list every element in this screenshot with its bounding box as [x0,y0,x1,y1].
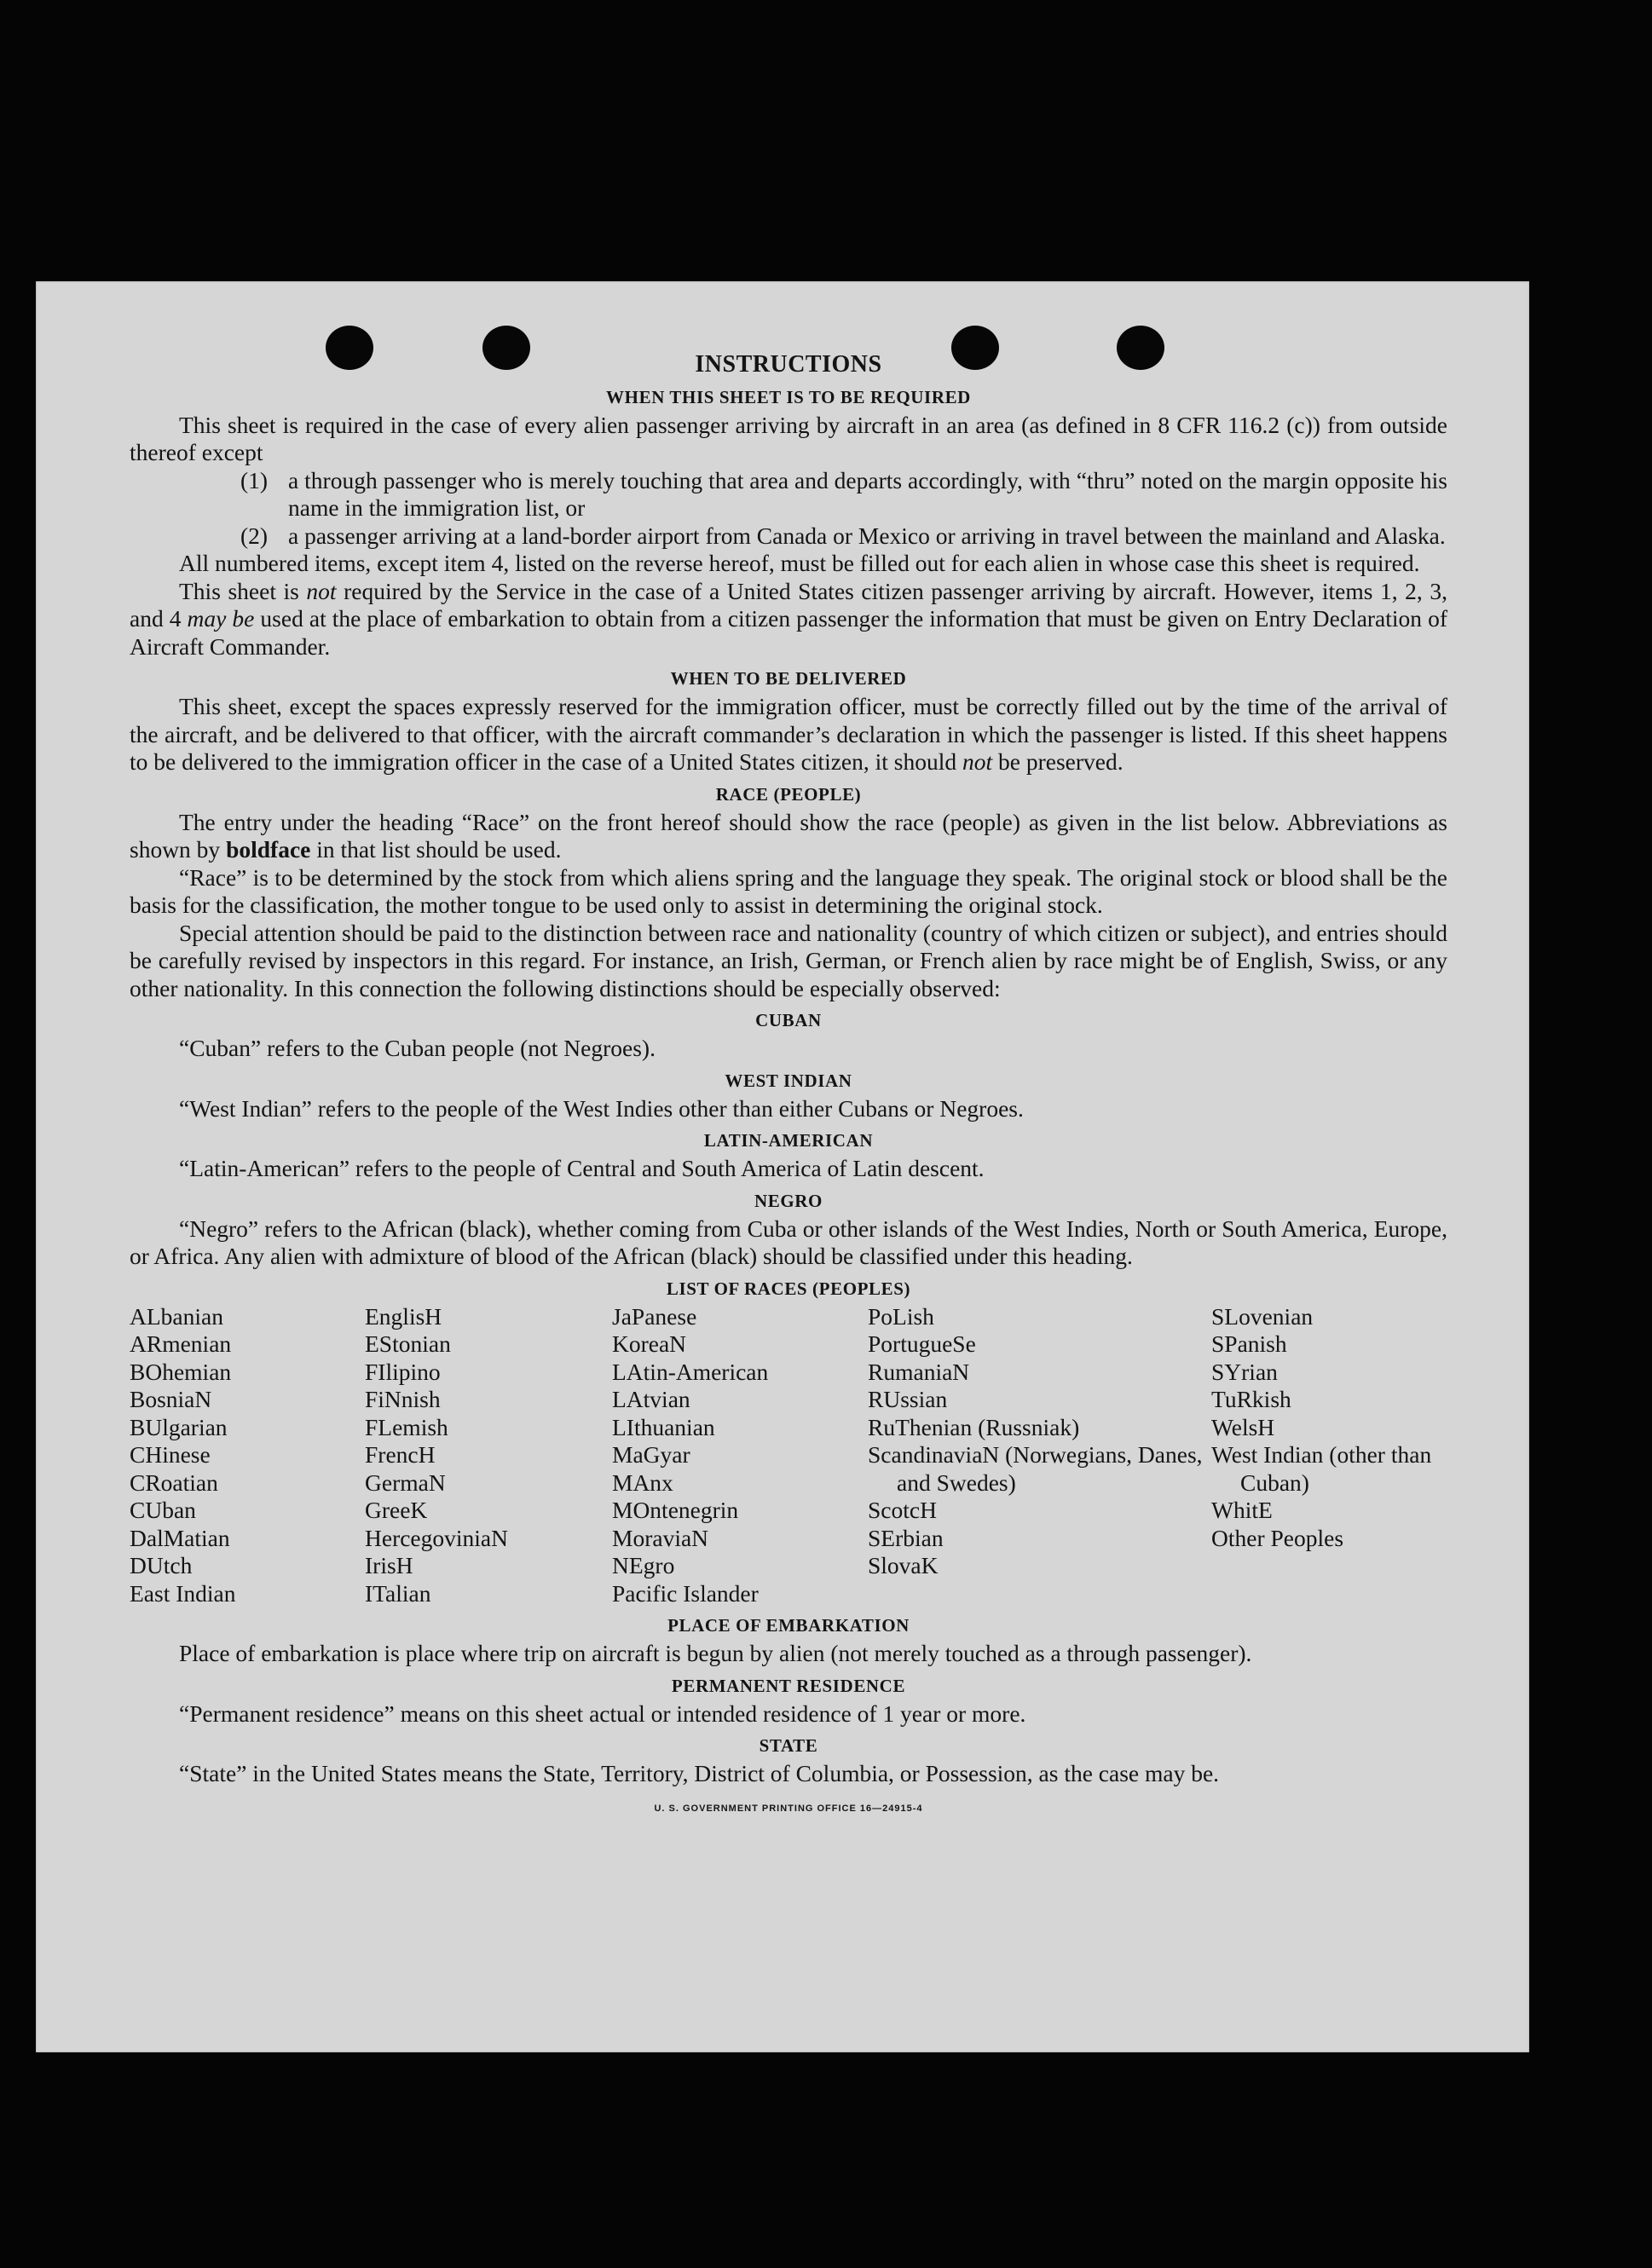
race-entry: TuRkish [1211,1386,1291,1412]
race-column [868,1303,1211,1608]
race-entry: BOhemian [130,1358,232,1385]
item-text: a through passenger who is merely touching that area and departs accordingly, with “thru” noted on the margin opposite his name in the immigration list, or [288,466,1447,521]
paragraph: Place of embarkation is place where trip on aircraft is begun by alien (not merely touched as a through passenger). [179,1640,1252,1666]
text-run: required by the Service in the case of a United States citizen passenger arriving by aircraft. However, items 1, 2, 3, and 4 [130,577,1447,632]
race-entry: EnglisH [365,1302,442,1330]
race-entry: HercegoviniaN [365,1524,508,1551]
race-column [365,1303,612,1608]
race-list [130,1303,1447,1608]
paragraph: “Cuban” refers to the Cuban people (not Negroes). [179,1035,656,1061]
instructions-content [130,351,1447,1822]
item-number: (2) [240,522,269,549]
paragraph: “Race” is to be determined by the stock from which aliens spring and the language they speak. The original stock or blood shall be the basis for the classification, the mother tongue to be used only to assist in determining the original stock. [130,863,1447,918]
exception-item [130,467,1447,522]
paragraph: Special attention should be paid to the distinction between race and nationality (country of which citizen or subject), and entries should be carefully revised by inspectors in this regard. For instance, an Irish, German, or French alien by race might be of English, Swiss, or any other nationality. In this connection the following distinctions should be especially observed: [130,919,1447,1001]
race-entry: FLemish [365,1413,448,1440]
race-entry: West Indian (other than Cuban) [1211,1441,1432,1496]
race-entry: WhitE [1211,1497,1273,1523]
race-entry: RuThenian (Russniak) [868,1413,1080,1440]
heading-residence: PERMANENT RESIDENCE [671,1675,906,1696]
paragraph: “West Indian” refers to the people of the West Indies other than either Cubans or Negroes. [179,1094,1024,1122]
race-entry: SLovenian [1211,1302,1314,1330]
race-entry: PoLish [868,1302,934,1330]
race-entry: ARmenian [130,1330,232,1357]
heading-when-required: WHEN THIS SHEET IS TO BE REQUIRED [606,386,971,407]
race-entry: ScotcH [868,1497,937,1523]
race-entry: Other Peoples [1211,1524,1344,1551]
race-entry: MAnx [612,1469,673,1496]
printing-office-footer: U. S. GOVERNMENT PRINTING OFFICE 16—24915-4 [654,1803,923,1814]
race-entry: GreeK [365,1497,428,1523]
heading-race: RACE (PEOPLE) [715,783,862,805]
race-entry: CRoatian [130,1469,218,1496]
race-entry: DUtch [130,1552,193,1578]
race-entry: FIlipino [365,1358,441,1385]
heading-state: STATE [759,1735,818,1756]
race-entry: CHinese [130,1441,211,1468]
race-entry: FrencH [365,1441,436,1468]
race-entry: PortugueSe [868,1330,976,1357]
race-entry: MOntenegrin [612,1497,739,1523]
race-entry: KoreaN [612,1330,687,1357]
text-run: This sheet, except the spaces expressly reserved for the immigration officer, must be correctly filled out by the time of the arrival of the aircraft, and be delivered to that officer, with the aircraft commander’s declaration in which the passenger is listed. If this sheet happens to be delivered to the immigration officer in the case of a United States citizen, it should [130,693,1447,775]
paragraph: All numbered items, except item 4, listed on the reverse hereof, must be filled out for each alien in whose case this sheet is required. [179,550,1420,576]
paragraph [130,578,1447,661]
paragraph: This sheet is required in the case of every alien passenger arriving by aircraft in an area (as defined in 8 CFR 116.2 (c)) from outside thereof except [130,411,1447,465]
text-run: used at the place of embarkation to obtain from a citizen passenger the information that must be given on Entry Declaration of Aircraft Commander. [130,605,1447,660]
race-entry: DalMatian [130,1524,230,1551]
race-entry: Pacific Islander [612,1579,759,1607]
race-entry: BUlgarian [130,1413,228,1440]
emphasis-text: not [306,577,337,604]
paragraph: “Permanent residence” means on this sheet actual or intended residence of 1 year or more. [179,1700,1026,1727]
race-entry: ALbanian [130,1302,223,1330]
text-run: be preserved. [992,748,1123,775]
race-entry: RUssian [868,1386,948,1412]
race-entry: FiNnish [365,1386,441,1412]
race-entry: RumaniaN [868,1358,970,1385]
race-column [1211,1303,1447,1608]
race-entry: MaGyar [612,1441,690,1468]
text-run: This sheet is [179,577,307,604]
paragraph: “Negro” refers to the African (black), whether coming from Cuba or other islands of the West Indies, North or South America, Europe, or Africa. Any alien with admixture of blood of the African (black) should be classified under this heading. [130,1215,1447,1269]
heading-negro: NEGRO [754,1190,823,1211]
race-entry: IrisH [365,1552,413,1578]
heading-when-delivered: WHEN TO BE DELIVERED [670,668,907,689]
document-sheet [36,281,1529,2052]
bold-text: boldface [226,836,311,863]
race-entry: BosniaN [130,1386,212,1412]
text-run: The entry under the heading “Race” on the front hereof should show the race (people) as given in the list below. Abbreviations as shown by [130,808,1447,863]
race-column [130,1303,365,1608]
race-entry: ITalian [365,1579,431,1607]
text-run: in that list should be used. [310,836,562,863]
race-entry: WelsH [1211,1413,1275,1440]
race-entry: SYrian [1211,1358,1278,1385]
emphasis-text: may be [187,605,255,632]
heading-west-indian: WEST INDIAN [725,1070,852,1091]
race-entry: SlovaK [868,1552,939,1578]
emphasis-text: not [962,748,993,775]
race-entry: CUban [130,1497,196,1523]
page-title: INSTRUCTIONS [695,351,882,378]
race-column [612,1303,868,1608]
heading-list-of-races: LIST OF RACES (PEOPLES) [666,1278,911,1299]
race-entry: SErbian [868,1524,944,1551]
heading-latin-american: LATIN-AMERICAN [703,1130,874,1151]
item-number: (1) [240,466,269,493]
race-entry: LIthuanian [612,1413,715,1440]
race-entry: East Indian [130,1579,236,1607]
heading-cuban: CUBAN [755,1010,822,1030]
race-entry: EStonian [365,1330,451,1357]
race-entry: LAtin-American [612,1358,769,1385]
heading-embarkation: PLACE OF EMBARKATION [667,1615,910,1636]
paragraph: “State” in the United States means the State, Territory, District of Columbia, or Possession, as the case may be. [179,1760,1220,1786]
paragraph: “Latin-American” refers to the people of Central and South America of Latin descent. [179,1155,985,1181]
exception-item [130,522,1447,551]
item-text: a passenger arriving at a land-border airport from Canada or Mexico or arriving in travel between the mainland and Alaska. [288,522,1446,549]
race-entry: LAtvian [612,1386,690,1412]
paragraph [130,809,1447,864]
race-entry: SPanish [1211,1330,1287,1357]
race-entry: ScandinaviaN (Norwegians, Danes, and Swedes) [868,1441,1203,1496]
race-entry: JaPanese [612,1302,697,1330]
race-entry: NEgro [612,1552,675,1578]
race-entry: GermaN [365,1469,446,1496]
paragraph [130,693,1447,776]
race-entry: MoraviaN [612,1524,709,1551]
